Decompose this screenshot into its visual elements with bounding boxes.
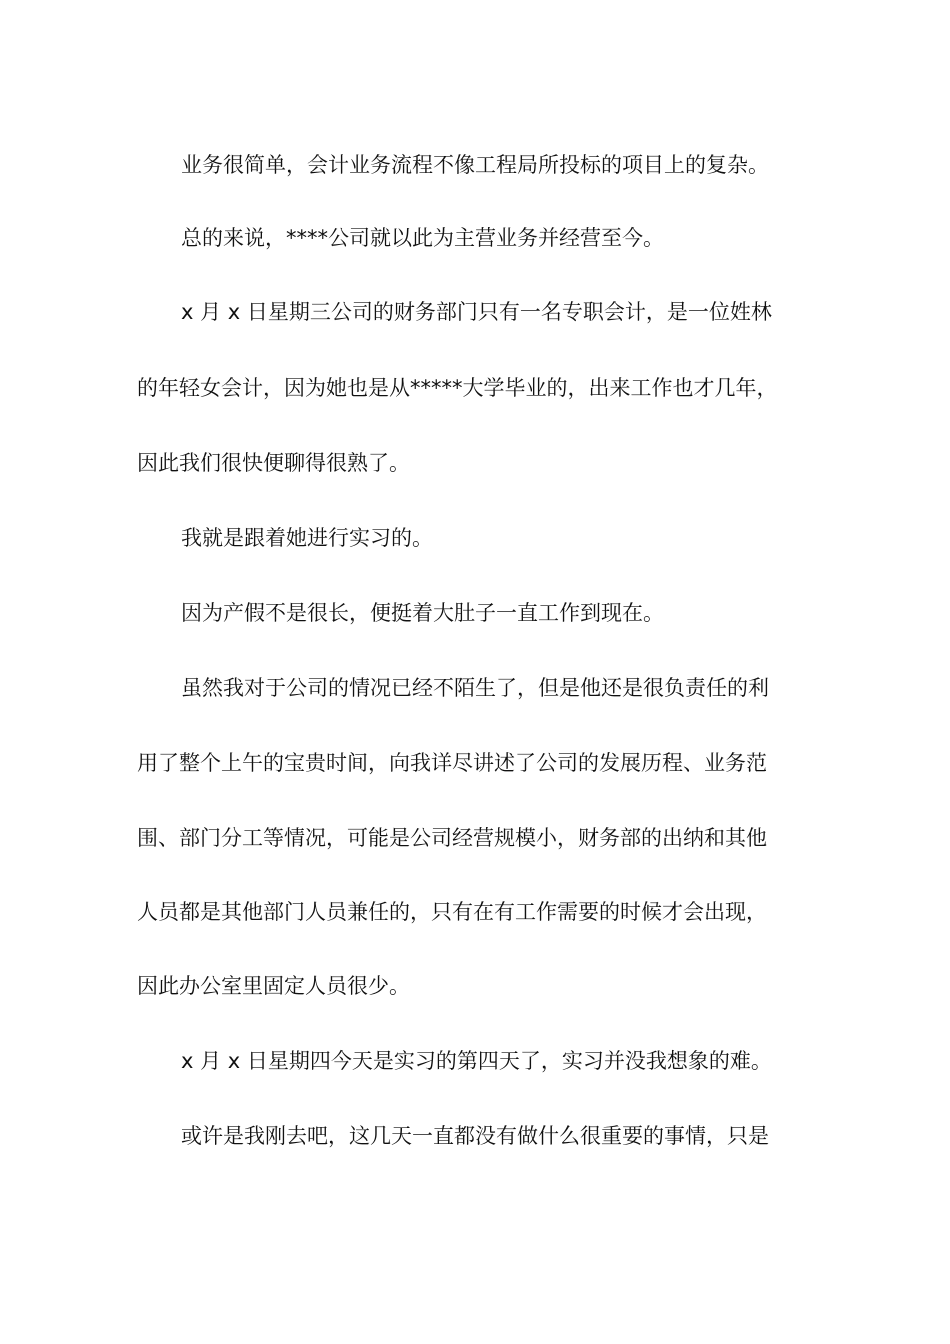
paragraph-line: x 月 x 日星期三公司的财务部门只有一名专职会计，是一位姓林 [181,300,772,324]
paragraph-line: 因此办公室里固定人员很少。 [137,974,410,998]
paragraph-line: 我就是跟着她进行实习的。 [181,526,433,550]
paragraph-line: 或许是我刚去吧，这几天一直都没有做什么很重要的事情，只是 [181,1124,769,1148]
paragraph-line: 用了整个上午的宝贵时间，向我详尽讲述了公司的发展历程、业务范 [137,751,767,775]
paragraph-line: 因为产假不是很长，便挺着大肚子一直工作到现在。 [181,601,664,625]
paragraph-line: 总的来说，****公司就以此为主营业务并经营至今。 [181,226,664,250]
paragraph-line: 业务很简单，会计业务流程不像工程局所投标的项目上的复杂。 [181,153,769,177]
paragraph-line: 围、部门分工等情况，可能是公司经营规模小，财务部的出纳和其他 [137,826,767,850]
paragraph-line: 的年轻女会计，因为她也是从*****大学毕业的，出来工作也才几年， [137,376,778,400]
paragraph-line: 人员都是其他部门人员兼任的，只有在有工作需要的时候才会出现， [137,900,767,924]
paragraph-line: 虽然我对于公司的情况已经不陌生了，但是他还是很负责任的利 [181,676,769,700]
paragraph-line: x 月 x 日星期四今天是实习的第四天了，实习并没我想象的难。 [181,1049,772,1073]
paragraph-line: 因此我们很快便聊得很熟了。 [137,451,410,475]
